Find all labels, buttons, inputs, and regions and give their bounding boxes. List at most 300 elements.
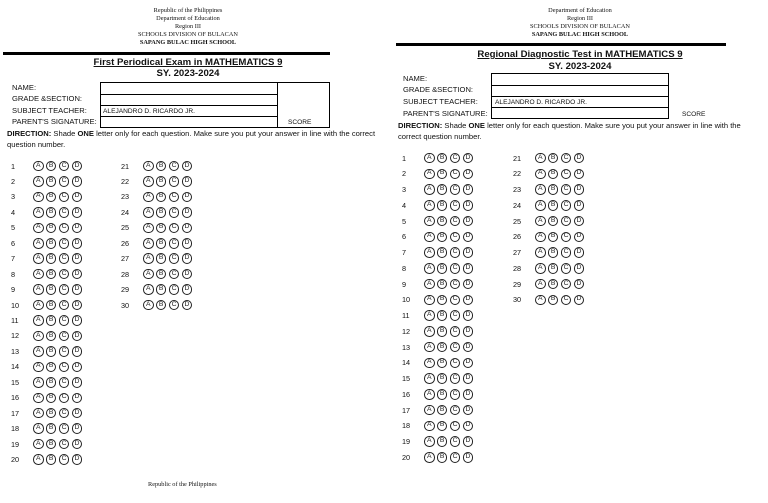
- left-question-number: 17: [11, 408, 20, 418]
- answer-bubble-d[interactable]: D: [182, 207, 193, 218]
- answer-bubble-d[interactable]: D: [182, 192, 193, 203]
- answer-bubble-b[interactable]: B: [437, 169, 448, 180]
- answer-bubble-a[interactable]: A: [424, 405, 435, 416]
- right-grade-section-label: GRADE &SECTION:: [403, 85, 474, 94]
- answer-bubble-d[interactable]: D: [463, 452, 474, 463]
- answer-bubble-d[interactable]: D: [72, 346, 83, 357]
- answer-bubble-d[interactable]: D: [72, 454, 83, 465]
- answer-bubble-b[interactable]: B: [548, 263, 559, 274]
- answer-bubble-c[interactable]: C: [59, 346, 70, 357]
- answer-bubble-c[interactable]: C: [59, 192, 70, 203]
- answer-bubble-c[interactable]: C: [169, 223, 180, 234]
- answer-bubble-c[interactable]: C: [450, 310, 461, 321]
- answer-bubble-c[interactable]: C: [59, 269, 70, 280]
- answer-bubble-a[interactable]: A: [535, 279, 546, 290]
- answer-bubble-b[interactable]: B: [46, 300, 57, 311]
- left-question-number: 3: [11, 192, 16, 202]
- left-header-line: SCHOOLS DIVISION OF BULACAN: [138, 31, 238, 38]
- answer-bubble-a[interactable]: A: [143, 192, 154, 203]
- answer-bubble-c[interactable]: C: [450, 232, 461, 243]
- answer-bubble-a[interactable]: A: [33, 423, 44, 434]
- answer-bubble-a[interactable]: A: [33, 207, 44, 218]
- right-teacher-name: ALEJANDRO D. RICARDO JR.: [495, 99, 587, 106]
- answer-bubble-a[interactable]: A: [143, 284, 154, 295]
- answer-bubble-d[interactable]: D: [574, 279, 585, 290]
- answer-bubble-c[interactable]: C: [450, 247, 461, 258]
- answer-bubble-d[interactable]: D: [463, 326, 474, 337]
- answer-bubble-d[interactable]: D: [182, 300, 193, 311]
- answer-bubble-d[interactable]: D: [72, 377, 83, 388]
- answer-bubble-d[interactable]: D: [463, 421, 474, 432]
- answer-bubble-a[interactable]: A: [424, 373, 435, 384]
- answer-bubble-a[interactable]: A: [535, 263, 546, 274]
- answer-bubble-d[interactable]: D: [463, 263, 474, 274]
- right-question-number: 20: [402, 452, 411, 462]
- answer-bubble-c[interactable]: C: [59, 439, 70, 450]
- left-question-number: 25: [121, 223, 130, 233]
- answer-bubble-b[interactable]: B: [548, 279, 559, 290]
- left-question-number: 19: [11, 439, 20, 449]
- answer-bubble-b[interactable]: B: [437, 389, 448, 400]
- answer-bubble-d[interactable]: D: [72, 362, 83, 373]
- answer-bubble-d[interactable]: D: [182, 238, 193, 249]
- right-question-row: [513, 293, 587, 307]
- answer-bubble-c[interactable]: C: [450, 373, 461, 384]
- answer-bubble-c[interactable]: C: [450, 263, 461, 274]
- answer-bubble-b[interactable]: B: [46, 454, 57, 465]
- answer-bubble-c[interactable]: C: [59, 377, 70, 388]
- answer-bubble-a[interactable]: A: [424, 389, 435, 400]
- answer-bubble-c[interactable]: C: [450, 279, 461, 290]
- answer-bubble-d[interactable]: D: [463, 436, 474, 447]
- answer-bubble-b[interactable]: B: [548, 153, 559, 164]
- answer-bubble-c[interactable]: C: [59, 331, 70, 342]
- answer-bubble-b[interactable]: B: [548, 247, 559, 258]
- answer-bubble-b[interactable]: B: [437, 263, 448, 274]
- answer-bubble-b[interactable]: B: [156, 300, 167, 311]
- answer-bubble-d[interactable]: D: [463, 373, 474, 384]
- answer-bubble-c[interactable]: C: [561, 153, 572, 164]
- answer-bubble-a[interactable]: A: [143, 161, 154, 172]
- answer-bubble-d[interactable]: D: [463, 405, 474, 416]
- answer-bubble-a[interactable]: A: [535, 295, 546, 306]
- left-header-line: Department of Education: [156, 15, 220, 22]
- answer-bubble-c[interactable]: C: [59, 423, 70, 434]
- answer-bubble-c[interactable]: C: [561, 184, 572, 195]
- right-question-number: 5: [402, 216, 407, 226]
- answer-bubble-c[interactable]: C: [59, 238, 70, 249]
- answer-bubble-b[interactable]: B: [46, 207, 57, 218]
- answer-bubble-c[interactable]: C: [450, 184, 461, 195]
- right-question-row: [402, 324, 476, 338]
- answer-bubble-a[interactable]: A: [33, 192, 44, 203]
- left-question-number: 29: [121, 285, 130, 295]
- answer-bubble-b[interactable]: B: [548, 169, 559, 180]
- left-grade-section-label: GRADE &SECTION:: [12, 94, 83, 103]
- answer-bubble-a[interactable]: A: [33, 362, 44, 373]
- answer-bubble-a[interactable]: A: [424, 184, 435, 195]
- answer-bubble-a[interactable]: A: [33, 439, 44, 450]
- answer-bubble-a[interactable]: A: [424, 216, 435, 227]
- answer-bubble-b[interactable]: B: [46, 439, 57, 450]
- answer-bubble-b[interactable]: B: [46, 423, 57, 434]
- right-info-field-box[interactable]: [491, 73, 669, 119]
- answer-bubble-c[interactable]: C: [59, 300, 70, 311]
- answer-bubble-d[interactable]: D: [574, 247, 585, 258]
- answer-bubble-a[interactable]: A: [424, 358, 435, 369]
- answer-bubble-b[interactable]: B: [46, 192, 57, 203]
- right-question-row: [402, 261, 476, 275]
- right-score-label: SCORE: [682, 111, 706, 118]
- left-question-number: 16: [11, 393, 20, 403]
- answer-bubble-b[interactable]: B: [437, 421, 448, 432]
- answer-bubble-b[interactable]: B: [548, 295, 559, 306]
- answer-bubble-b[interactable]: B: [46, 176, 57, 187]
- answer-bubble-b[interactable]: B: [46, 408, 57, 419]
- answer-bubble-d[interactable]: D: [72, 161, 83, 172]
- answer-bubble-b[interactable]: B: [156, 192, 167, 203]
- answer-bubble-b[interactable]: B: [46, 331, 57, 342]
- answer-bubble-a[interactable]: A: [424, 342, 435, 353]
- answer-bubble-a[interactable]: A: [33, 176, 44, 187]
- answer-bubble-a[interactable]: A: [143, 269, 154, 280]
- answer-bubble-c[interactable]: C: [561, 232, 572, 243]
- answer-bubble-b[interactable]: B: [156, 223, 167, 234]
- answer-bubble-c[interactable]: C: [450, 452, 461, 463]
- left-question-number: 20: [11, 455, 20, 465]
- answer-bubble-d[interactable]: D: [72, 253, 83, 264]
- answer-bubble-a[interactable]: A: [33, 238, 44, 249]
- answer-bubble-b[interactable]: B: [437, 358, 448, 369]
- left-question-number: 22: [121, 176, 130, 186]
- answer-bubble-d[interactable]: D: [72, 331, 83, 342]
- left-parent-signature-label: PARENT'S SIGNATURE:: [12, 117, 97, 126]
- answer-bubble-b[interactable]: B: [437, 153, 448, 164]
- answer-bubble-a[interactable]: A: [424, 452, 435, 463]
- answer-bubble-a[interactable]: A: [33, 393, 44, 404]
- right-question-number: 19: [402, 437, 411, 446]
- right-question-number: 2: [402, 169, 407, 179]
- right-question-row: [402, 435, 476, 449]
- answer-bubble-c[interactable]: C: [59, 176, 70, 187]
- answer-bubble-d[interactable]: D: [463, 200, 474, 211]
- answer-bubble-b[interactable]: B: [46, 253, 57, 264]
- answer-bubble-d[interactable]: D: [72, 176, 83, 187]
- answer-bubble-d[interactable]: D: [574, 153, 585, 164]
- answer-bubble-c[interactable]: C: [169, 192, 180, 203]
- answer-bubble-a[interactable]: A: [535, 200, 546, 211]
- answer-bubble-c[interactable]: C: [561, 279, 572, 290]
- answer-bubble-b[interactable]: B: [46, 238, 57, 249]
- right-question-row: [402, 183, 476, 197]
- answer-bubble-b[interactable]: B: [437, 200, 448, 211]
- answer-bubble-d[interactable]: D: [182, 253, 193, 264]
- answer-bubble-a[interactable]: A: [33, 300, 44, 311]
- answer-bubble-b[interactable]: B: [548, 184, 559, 195]
- answer-bubble-c[interactable]: C: [561, 263, 572, 274]
- answer-bubble-a[interactable]: A: [33, 346, 44, 357]
- answer-bubble-b[interactable]: B: [437, 436, 448, 447]
- answer-bubble-d[interactable]: D: [574, 232, 585, 243]
- answer-bubble-a[interactable]: A: [424, 421, 435, 432]
- answer-bubble-c[interactable]: C: [59, 223, 70, 234]
- answer-bubble-c[interactable]: C: [450, 436, 461, 447]
- answer-bubble-c[interactable]: C: [59, 284, 70, 295]
- answer-bubble-c[interactable]: C: [169, 207, 180, 218]
- left-teacher-name: ALEJANDRO D. RICARDO JR.: [103, 108, 195, 115]
- right-question-row: [402, 151, 476, 165]
- answer-bubble-b[interactable]: B: [156, 284, 167, 295]
- answer-bubble-b[interactable]: B: [156, 269, 167, 280]
- right-question-number: 28: [513, 263, 522, 273]
- answer-bubble-c[interactable]: C: [450, 200, 461, 211]
- answer-bubble-a[interactable]: A: [535, 232, 546, 243]
- answer-bubble-a[interactable]: A: [143, 300, 154, 311]
- answer-bubble-a[interactable]: A: [143, 238, 154, 249]
- answer-bubble-b[interactable]: B: [46, 223, 57, 234]
- answer-bubble-d[interactable]: D: [574, 216, 585, 227]
- answer-bubble-b[interactable]: B: [437, 295, 448, 306]
- answer-bubble-a[interactable]: A: [535, 247, 546, 258]
- answer-bubble-d[interactable]: D: [463, 216, 474, 227]
- answer-bubble-a[interactable]: A: [33, 284, 44, 295]
- answer-bubble-a[interactable]: A: [143, 253, 154, 264]
- right-question-row: [402, 387, 476, 401]
- answer-bubble-a[interactable]: A: [535, 169, 546, 180]
- answer-bubble-c[interactable]: C: [169, 253, 180, 264]
- answer-bubble-d[interactable]: D: [463, 342, 474, 353]
- answer-bubble-b[interactable]: B: [437, 216, 448, 227]
- answer-bubble-d[interactable]: D: [182, 223, 193, 234]
- answer-bubble-c[interactable]: C: [59, 315, 70, 326]
- answer-bubble-b[interactable]: B: [46, 161, 57, 172]
- answer-bubble-a[interactable]: A: [424, 295, 435, 306]
- answer-bubble-d[interactable]: D: [463, 153, 474, 164]
- left-question-number: 5: [11, 223, 16, 233]
- answer-bubble-c[interactable]: C: [59, 362, 70, 373]
- answer-bubble-c[interactable]: C: [450, 326, 461, 337]
- answer-bubble-d[interactable]: D: [72, 423, 83, 434]
- answer-bubble-b[interactable]: B: [437, 184, 448, 195]
- answer-bubble-c[interactable]: C: [450, 358, 461, 369]
- answer-bubble-a[interactable]: A: [535, 184, 546, 195]
- answer-bubble-c[interactable]: C: [450, 169, 461, 180]
- answer-bubble-c[interactable]: C: [169, 176, 180, 187]
- answer-bubble-d[interactable]: D: [463, 389, 474, 400]
- answer-bubble-a[interactable]: A: [535, 216, 546, 227]
- answer-bubble-d[interactable]: D: [463, 358, 474, 369]
- answer-bubble-c[interactable]: C: [561, 169, 572, 180]
- right-question-row: [402, 403, 476, 417]
- answer-bubble-b[interactable]: B: [156, 253, 167, 264]
- answer-bubble-d[interactable]: D: [463, 295, 474, 306]
- answer-bubble-c[interactable]: C: [59, 408, 70, 419]
- answer-bubble-d[interactable]: D: [72, 238, 83, 249]
- right-question-row: [513, 198, 587, 212]
- answer-bubble-d[interactable]: D: [463, 279, 474, 290]
- answer-bubble-d[interactable]: D: [72, 207, 83, 218]
- answer-bubble-a[interactable]: A: [424, 200, 435, 211]
- right-question-row: [513, 151, 587, 165]
- right-header-rule: [396, 43, 726, 46]
- answer-bubble-a[interactable]: A: [33, 454, 44, 465]
- answer-bubble-b[interactable]: B: [156, 176, 167, 187]
- answer-bubble-d[interactable]: D: [574, 169, 585, 180]
- answer-bubble-b[interactable]: B: [437, 405, 448, 416]
- answer-bubble-c[interactable]: C: [450, 342, 461, 353]
- right-question-number: 4: [402, 200, 407, 210]
- answer-bubble-d[interactable]: D: [182, 161, 193, 172]
- right-question-number: 11: [402, 311, 410, 320]
- answer-bubble-b[interactable]: B: [156, 207, 167, 218]
- answer-bubble-c[interactable]: C: [450, 405, 461, 416]
- answer-bubble-a[interactable]: A: [33, 331, 44, 342]
- answer-bubble-c[interactable]: C: [169, 284, 180, 295]
- right-exam-title: Regional Diagnostic Test in MATHEMATICS 9: [477, 49, 683, 60]
- answer-bubble-b[interactable]: B: [437, 279, 448, 290]
- answer-bubble-b[interactable]: B: [437, 326, 448, 337]
- answer-bubble-d[interactable]: D: [463, 310, 474, 321]
- left-question-number: 1: [11, 161, 16, 171]
- answer-bubble-d[interactable]: D: [182, 269, 193, 280]
- answer-bubble-c[interactable]: C: [59, 207, 70, 218]
- answer-bubble-b[interactable]: B: [437, 342, 448, 353]
- answer-bubble-a[interactable]: A: [33, 223, 44, 234]
- answer-bubble-c[interactable]: C: [561, 200, 572, 211]
- right-question-number: 17: [402, 405, 411, 415]
- answer-bubble-c[interactable]: C: [169, 238, 180, 249]
- answer-bubble-d[interactable]: D: [72, 439, 83, 450]
- answer-bubble-b[interactable]: B: [437, 310, 448, 321]
- answer-bubble-a[interactable]: A: [33, 408, 44, 419]
- answer-bubble-a[interactable]: A: [424, 169, 435, 180]
- answer-bubble-b[interactable]: B: [548, 200, 559, 211]
- answer-bubble-a[interactable]: A: [424, 153, 435, 164]
- answer-bubble-a[interactable]: A: [424, 263, 435, 274]
- answer-bubble-a[interactable]: A: [33, 269, 44, 280]
- answer-bubble-c[interactable]: C: [450, 389, 461, 400]
- left-header-line: Republic of the Philippines: [153, 7, 223, 14]
- answer-bubble-d[interactable]: D: [463, 184, 474, 195]
- answer-bubble-b[interactable]: B: [46, 362, 57, 373]
- answer-bubble-a[interactable]: A: [143, 207, 154, 218]
- right-question-row: [402, 340, 476, 354]
- right-question-number: 14: [402, 358, 411, 368]
- left-question-number: 18: [11, 424, 20, 434]
- left-question-number: 11: [11, 316, 19, 325]
- answer-bubble-a[interactable]: A: [143, 176, 154, 187]
- answer-bubble-d[interactable]: D: [72, 269, 83, 280]
- answer-bubble-a[interactable]: A: [424, 247, 435, 258]
- answer-bubble-a[interactable]: A: [424, 326, 435, 337]
- answer-bubble-a[interactable]: A: [424, 310, 435, 321]
- answer-bubble-d[interactable]: D: [463, 232, 474, 243]
- answer-bubble-d[interactable]: D: [72, 300, 83, 311]
- answer-bubble-b[interactable]: B: [46, 377, 57, 388]
- right-question-number: 25: [513, 216, 522, 226]
- right-question-number: 6: [402, 232, 407, 242]
- answer-bubble-c[interactable]: C: [169, 300, 180, 311]
- answer-bubble-d[interactable]: D: [574, 200, 585, 211]
- answer-bubble-c[interactable]: C: [450, 216, 461, 227]
- answer-bubble-c[interactable]: C: [561, 216, 572, 227]
- answer-bubble-d[interactable]: D: [72, 393, 83, 404]
- answer-bubble-b[interactable]: B: [548, 232, 559, 243]
- answer-bubble-a[interactable]: A: [33, 377, 44, 388]
- answer-bubble-b[interactable]: B: [437, 232, 448, 243]
- left-question-number: 30: [121, 300, 130, 310]
- right-question-number: 9: [402, 279, 407, 289]
- answer-bubble-c[interactable]: C: [59, 393, 70, 404]
- answer-bubble-c[interactable]: C: [561, 247, 572, 258]
- answer-bubble-a[interactable]: A: [33, 253, 44, 264]
- right-question-row: [402, 167, 476, 181]
- right-question-number: 12: [402, 326, 411, 336]
- answer-bubble-c[interactable]: C: [169, 269, 180, 280]
- right-question-number: 30: [513, 295, 522, 305]
- answer-bubble-b[interactable]: B: [437, 452, 448, 463]
- answer-bubble-b[interactable]: B: [548, 216, 559, 227]
- answer-bubble-c[interactable]: C: [450, 421, 461, 432]
- answer-bubble-a[interactable]: A: [424, 436, 435, 447]
- answer-bubble-b[interactable]: B: [46, 269, 57, 280]
- answer-bubble-c[interactable]: C: [450, 295, 461, 306]
- answer-bubble-b[interactable]: B: [437, 247, 448, 258]
- answer-bubble-d[interactable]: D: [72, 223, 83, 234]
- answer-bubble-a[interactable]: A: [33, 161, 44, 172]
- answer-bubble-b[interactable]: B: [46, 393, 57, 404]
- answer-bubble-b[interactable]: B: [156, 238, 167, 249]
- right-question-row: [513, 246, 587, 260]
- answer-bubble-d[interactable]: D: [574, 184, 585, 195]
- left-question-number: 14: [11, 362, 20, 372]
- answer-bubble-d[interactable]: D: [72, 192, 83, 203]
- answer-bubble-d[interactable]: D: [574, 263, 585, 274]
- answer-bubble-b[interactable]: B: [46, 346, 57, 357]
- answer-bubble-d[interactable]: D: [72, 284, 83, 295]
- answer-bubble-d[interactable]: D: [574, 295, 585, 306]
- answer-bubble-d[interactable]: D: [463, 247, 474, 258]
- answer-bubble-c[interactable]: C: [561, 295, 572, 306]
- answer-bubble-c[interactable]: C: [450, 153, 461, 164]
- answer-bubble-d[interactable]: D: [72, 315, 83, 326]
- answer-bubble-a[interactable]: A: [143, 223, 154, 234]
- right-question-row: [402, 214, 476, 228]
- answer-bubble-c[interactable]: C: [59, 161, 70, 172]
- answer-bubble-b[interactable]: B: [437, 373, 448, 384]
- answer-bubble-d[interactable]: D: [182, 176, 193, 187]
- answer-bubble-a[interactable]: A: [33, 315, 44, 326]
- answer-bubble-a[interactable]: A: [424, 232, 435, 243]
- right-question-row: [402, 293, 476, 307]
- answer-bubble-a[interactable]: A: [424, 279, 435, 290]
- answer-bubble-c[interactable]: C: [59, 454, 70, 465]
- answer-bubble-b[interactable]: B: [156, 161, 167, 172]
- answer-bubble-d[interactable]: D: [182, 284, 193, 295]
- right-name-label: NAME:: [403, 74, 428, 83]
- answer-bubble-b[interactable]: B: [46, 284, 57, 295]
- right-question-number: 10: [402, 295, 411, 305]
- answer-bubble-a[interactable]: A: [535, 153, 546, 164]
- answer-bubble-c[interactable]: C: [59, 253, 70, 264]
- right-question-row: [402, 356, 476, 370]
- right-question-number: 22: [513, 169, 522, 179]
- right-question-number: 18: [402, 421, 411, 431]
- answer-bubble-c[interactable]: C: [169, 161, 180, 172]
- answer-bubble-d[interactable]: D: [72, 408, 83, 419]
- answer-bubble-d[interactable]: D: [463, 169, 474, 180]
- answer-bubble-b[interactable]: B: [46, 315, 57, 326]
